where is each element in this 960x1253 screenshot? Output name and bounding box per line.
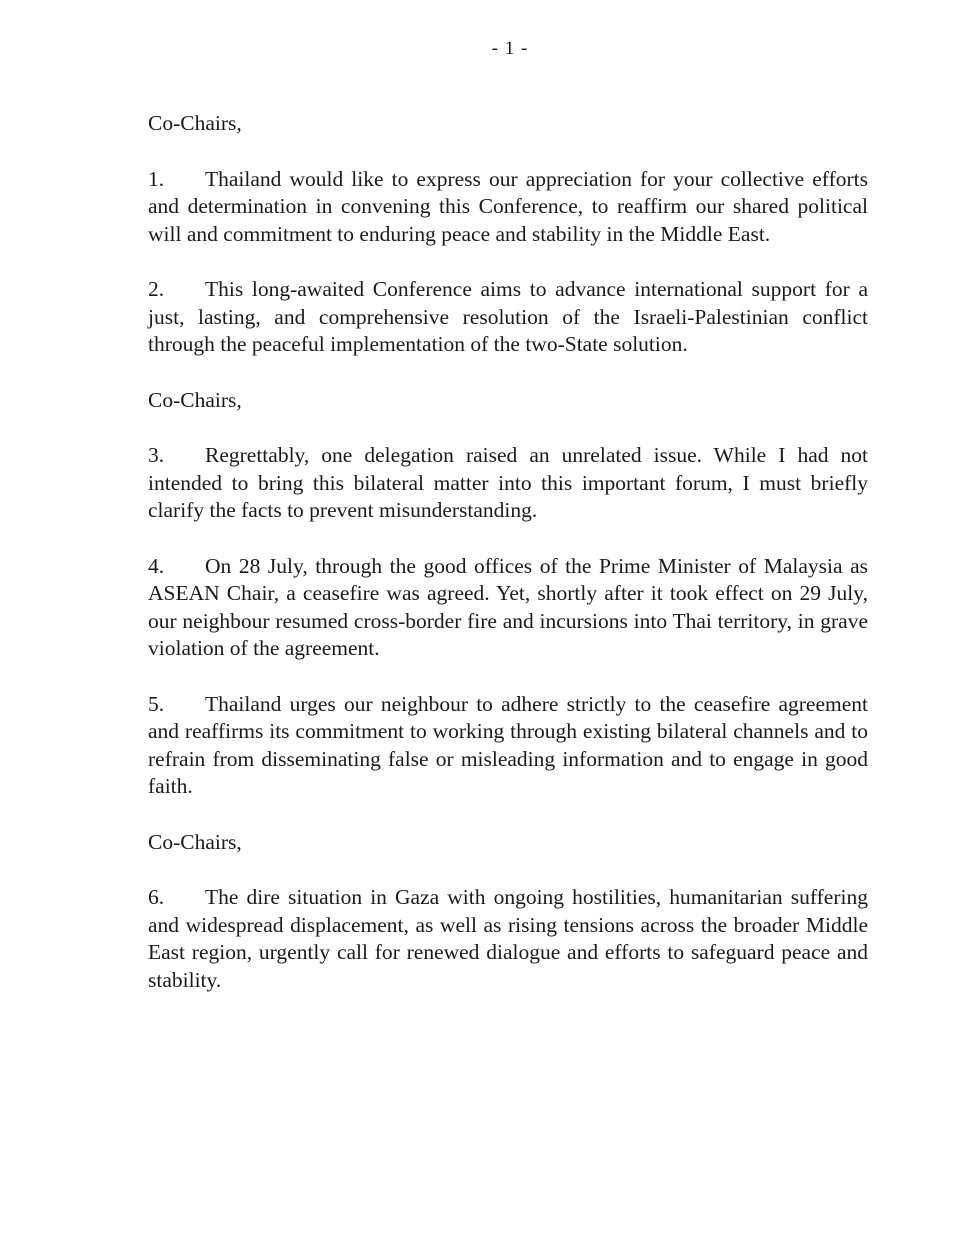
paragraph-text: Thailand would like to express our appreciation for your collective efforts and determination in convening this Conference, to reaffirm our shared political will and commitment to enduring peace and stability in the Middle East.	[148, 166, 868, 246]
paragraph-text: On 28 July, through the good offices of the Prime Minister of Malaysia as ASEAN Chair, a ceasefire was agreed. Yet, shortly after it took effect on 29 July, our neighbour resumed cross-border fire and incursions into Thai territory, in grave violation of the agreement.	[148, 553, 868, 660]
page-number: - 1 -	[491, 38, 529, 59]
paragraph-number: 3.	[148, 443, 165, 467]
paragraph-number: 1.	[148, 166, 165, 191]
paragraph-6	[148, 884, 868, 994]
paragraph-number: 2.	[148, 277, 165, 301]
paragraph-1	[148, 166, 868, 249]
paragraph-2	[148, 276, 868, 359]
paragraph-text: This long-awaited Conference aims to advance international support for a just, lasting, and comprehensive resolution of the Israeli-Palestinian conflict through the peaceful implementation of the two-State solution.	[148, 277, 868, 356]
paragraph-number: 4.	[148, 553, 165, 578]
salutation: Co-Chairs,	[148, 387, 242, 412]
paragraph-3	[148, 442, 868, 525]
paragraph-text: Regrettably, one delegation raised an unrelated issue. While I had not intended to bring this bilateral matter into this important forum, I must briefly clarify the facts to prevent misunderstanding.	[148, 443, 868, 522]
paragraph-4	[148, 553, 868, 663]
paragraph-text: The dire situation in Gaza with ongoing hostilities, humanitarian suffering and widespread displacement, as well as rising tensions across the broader Middle East region, urgently call for renewed dialogue and efforts to safeguard peace and stability.	[148, 885, 868, 992]
paragraph-5	[148, 691, 868, 801]
paragraph-number: 6.	[148, 885, 165, 909]
paragraph-number: 5.	[148, 691, 165, 716]
document-body	[148, 110, 868, 1022]
salutation: Co-Chairs,	[148, 111, 242, 135]
salutation: Co-Chairs,	[148, 829, 242, 854]
paragraph-text: Thailand urges our neighbour to adhere strictly to the ceasefire agreement and reaffirms its commitment to working through existing bilateral channels and to refrain from disseminating false or misleading information and to engage in good faith.	[148, 691, 868, 798]
